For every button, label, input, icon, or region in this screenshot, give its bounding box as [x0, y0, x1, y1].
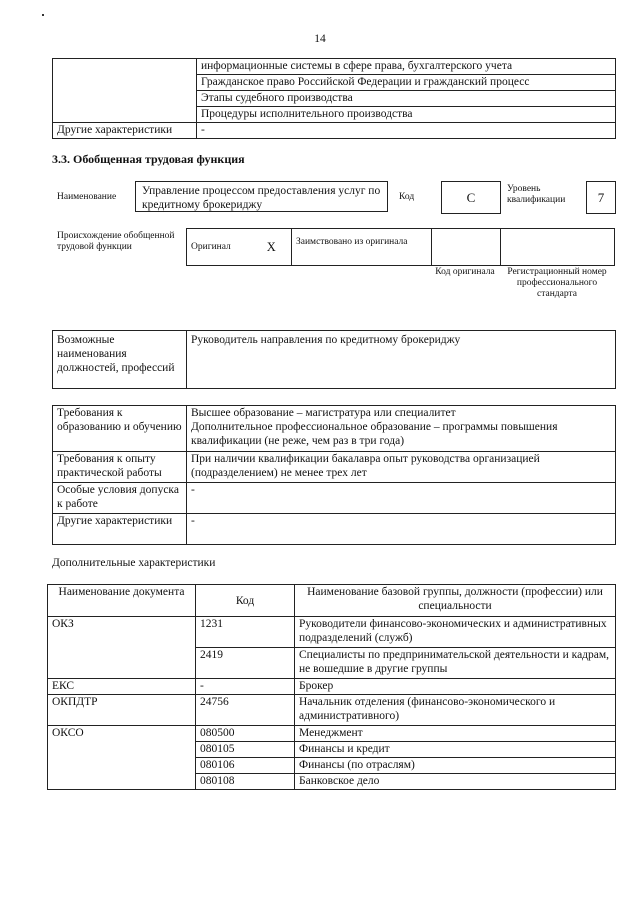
doc-okso: ОКСО — [48, 726, 196, 790]
knowledge-item: Этапы судебного производства — [197, 91, 616, 107]
requirement-value: При наличии квалификации бакалавра опыт руководства организацией (подразделением) не менее трех лет — [187, 452, 616, 483]
original-code-cell — [432, 229, 501, 266]
registration-caption: Регистрационный номер профессионального стандарта — [507, 267, 607, 299]
name-cell: Специалисты по предпринимательской деятельности и кадрам, не вошедшие в другие группы — [295, 648, 616, 679]
registration-number-cell — [501, 229, 615, 266]
knowledge-table — [52, 58, 616, 139]
requirement-value: Высшее образование – магистратура или специалитет Дополнительное профессиональное образование – программы повышения квалификации (не реже, чем раз в три года) — [187, 406, 616, 452]
requirement-value: - — [187, 514, 616, 545]
requirement-label: Требования к опыту практической работы — [53, 452, 187, 483]
origin-label: Происхождение обобщенной трудовой функции — [57, 231, 175, 252]
borrowed-label: Заимствовано из оригинала — [292, 229, 432, 266]
name-cell: Финансы (по отраслям) — [295, 758, 616, 774]
function-code: C — [441, 181, 501, 214]
name-label: Наименование — [57, 192, 117, 202]
level-label: Уровень квалификации — [507, 184, 566, 205]
qualification-level: 7 — [586, 181, 616, 214]
code-cell: 24756 — [196, 695, 295, 726]
code-cell: 080108 — [196, 774, 295, 790]
name-cell: Финансы и кредит — [295, 742, 616, 758]
requirement-label: Особые условия допуска к работе — [53, 483, 187, 514]
origin-table — [186, 228, 615, 266]
positions-table — [52, 330, 616, 389]
section-title: 3.3. Обобщенная трудовая функция — [52, 152, 245, 166]
code-cell: 080105 — [196, 742, 295, 758]
knowledge-item: Гражданское право Российской Федерации и гражданский процесс — [197, 75, 616, 91]
empty-label-cell — [53, 59, 197, 123]
positions-label: Возможные наименования должностей, профессий — [53, 331, 187, 389]
knowledge-item: Процедуры исполнительного производства — [197, 107, 616, 123]
name-cell: Менеджмент — [295, 726, 616, 742]
scan-speck — [42, 14, 44, 16]
doc-eks: ЕКС — [48, 679, 196, 695]
additional-title: Дополнительные характеристики — [52, 557, 216, 569]
additional-table — [47, 584, 616, 790]
name-cell: Начальник отделения (финансово-экономического и административного) — [295, 695, 616, 726]
function-name: Управление процессом предоставления услуг по кредитному брокериджу — [135, 181, 388, 212]
doc-okz: ОКЗ — [48, 617, 196, 679]
code-cell: 080500 — [196, 726, 295, 742]
code-cell: - — [196, 679, 295, 695]
requirement-value: - — [187, 483, 616, 514]
header-name: Наименование базовой группы, должности (профессии) или специальности — [295, 585, 616, 617]
code-caption: Код оригинала — [435, 267, 495, 277]
code-cell: 080106 — [196, 758, 295, 774]
knowledge-item: информационные системы в сфере права, бухгалтерского учета — [197, 59, 616, 75]
requirements-table — [52, 405, 616, 545]
code-label: Код — [399, 192, 415, 202]
other-characteristics-label: Другие характеристики — [53, 123, 197, 139]
code-cell: 1231 — [196, 617, 295, 648]
requirement-label: Другие характеристики — [53, 514, 187, 545]
page-number: 14 — [314, 33, 326, 45]
original-mark: X — [252, 229, 292, 266]
header-document: Наименование документа — [48, 585, 196, 617]
doc-okpdtr: ОКПДТР — [48, 695, 196, 726]
original-label: Оригинал — [187, 229, 252, 266]
header-code: Код — [196, 585, 295, 617]
requirement-label: Требования к образованию и обучению — [53, 406, 187, 452]
name-cell: Брокер — [295, 679, 616, 695]
name-cell: Банковское дело — [295, 774, 616, 790]
positions-value: Руководитель направления по кредитному брокериджу — [187, 331, 616, 389]
name-cell: Руководители финансово-экономических и административных подразделений (служб) — [295, 617, 616, 648]
code-cell: 2419 — [196, 648, 295, 679]
other-characteristics-value: - — [197, 123, 616, 139]
